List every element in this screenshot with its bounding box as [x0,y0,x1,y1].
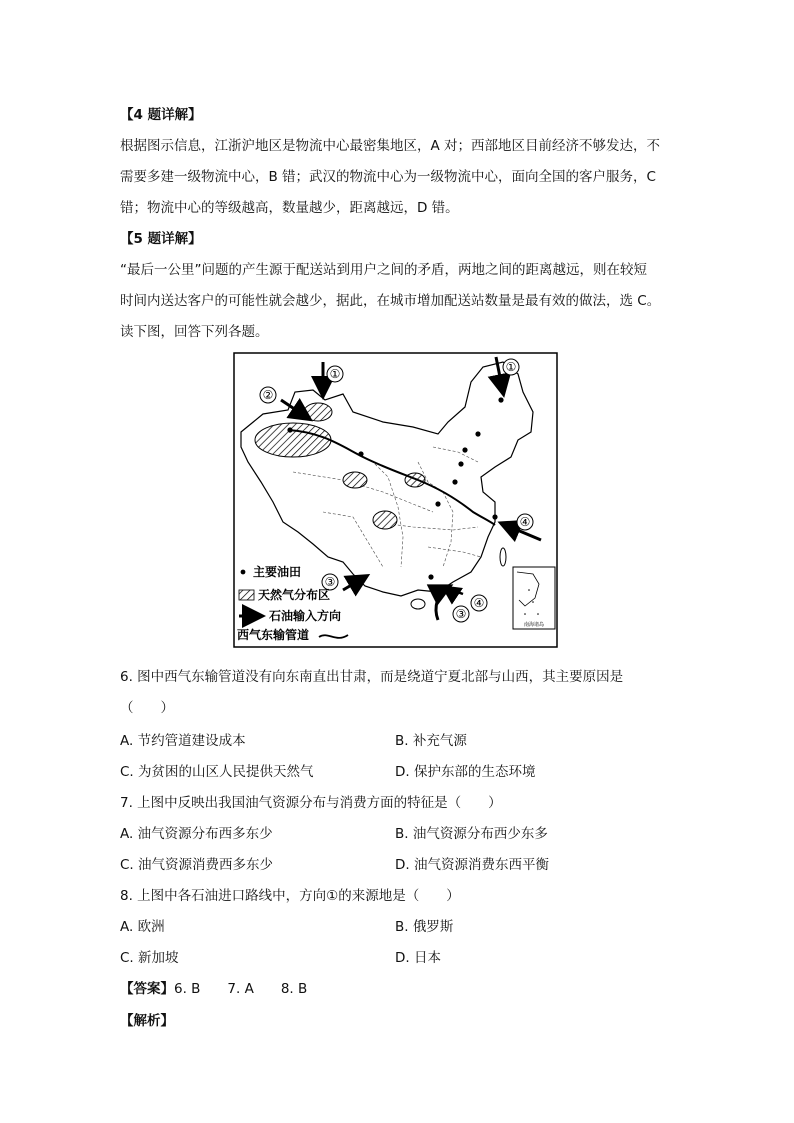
legend-import: 石油输入方向 [269,609,342,623]
oilfield-dot [458,461,463,466]
south-sea-inset [513,567,555,629]
q8-option-d: D. 日本 [395,950,441,966]
oilfield-dot [462,447,467,452]
oilfield-dot [475,431,480,436]
section5-heading: 【5 题详解】 [120,231,202,247]
q6-option-d: D. 保护东部的生态环境 [395,764,536,780]
q7-option-c: C. 油气资源消费西多东少 [120,857,274,873]
oilfield-dot [287,427,292,432]
gas-area-sichuan [373,511,397,529]
legend-oilfield: 主要油田 [253,565,302,579]
q8-stem: 8. 上图中各石油进口路线中，方向①的来源地是（ ） [120,888,460,904]
q6-stem-1: 6. 图中西气东输管道没有向东南直出甘肃，而是绕道宁夏北部与山西，其主要原因是 [120,669,624,685]
q7-option-a: A. 油气资源分布西多东少 [120,826,273,842]
legend-gas: 天然气分布区 [258,588,331,602]
marker-num: ④ [519,515,531,529]
gas-area-tarim [255,423,331,457]
legend-pipeline: 西气东输管道 [237,628,310,642]
gas-area-junggar [304,403,332,421]
oilfield-dot [452,479,457,484]
inset-label: 南海诸岛 [523,622,545,628]
oilfield-dot [358,451,363,456]
section4-line-3: 错；物流中心的等级越高，数量越少，距离越远，D 错。 [120,200,459,216]
section4-line-2: 需要多建一级物流中心，B 错；武汉的物流中心为一级物流中心，面向全国的客户服务，C [120,169,656,185]
q6-option-c: C. 为贫困的山区人民提供天然气 [120,764,314,780]
marker-num: ① [505,360,517,374]
q8-option-a: A. 欧洲 [120,919,165,935]
q7-option-b: B. 油气资源分布西少东多 [395,826,548,842]
marker-num: ③ [455,607,467,621]
answer-line [120,977,307,997]
oilfield-dot [492,514,497,519]
q6-stem-2: （ ） [120,700,174,716]
intro-text: 读下图，回答下列各题。 [120,324,269,340]
q7-stem: 7. 上图中反映出我国油气资源分布与消费方面的特征是（ ） [120,795,502,811]
china-oil-gas-map [233,352,558,648]
oilfield-dot [498,397,503,402]
q8-option-b: B. 俄罗斯 [395,919,454,935]
answer-label: 【答案】 [120,981,174,997]
answer-text: 6. B 7. A 8. B [174,981,308,997]
oilfield-dot [435,501,440,506]
section4-line-1: 根据图示信息，江浙沪地区是物流中心最密集地区，A 对；西部地区目前经济不够发达，不 [120,138,661,154]
q6-option-a: A. 节约管道建设成本 [120,733,246,749]
marker-num: ② [262,388,274,402]
marker-num: ① [329,367,341,381]
marker-num: ③ [324,575,336,589]
q6-option-b: B. 补充气源 [395,733,467,749]
section5-line-2: 时间内送达客户的可能性就会越少，据此，在城市增加配送站数量是最有效的做法，选 C。 [120,293,661,309]
oilfield-dot [428,574,433,579]
marker-num: ④ [473,596,485,610]
section4-heading: 【4 题详解】 [120,107,202,123]
q7-option-d: D. 油气资源消费东西平衡 [395,857,549,873]
q8-option-c: C. 新加坡 [120,950,179,966]
analysis-heading: 【解析】 [120,1013,174,1029]
section5-line-1: “最后一公里”问题的产生源于配送站到用户之间的矛盾，两地之间的距离越远，则在较短 [120,262,647,278]
gas-area-qaidam [343,472,367,488]
